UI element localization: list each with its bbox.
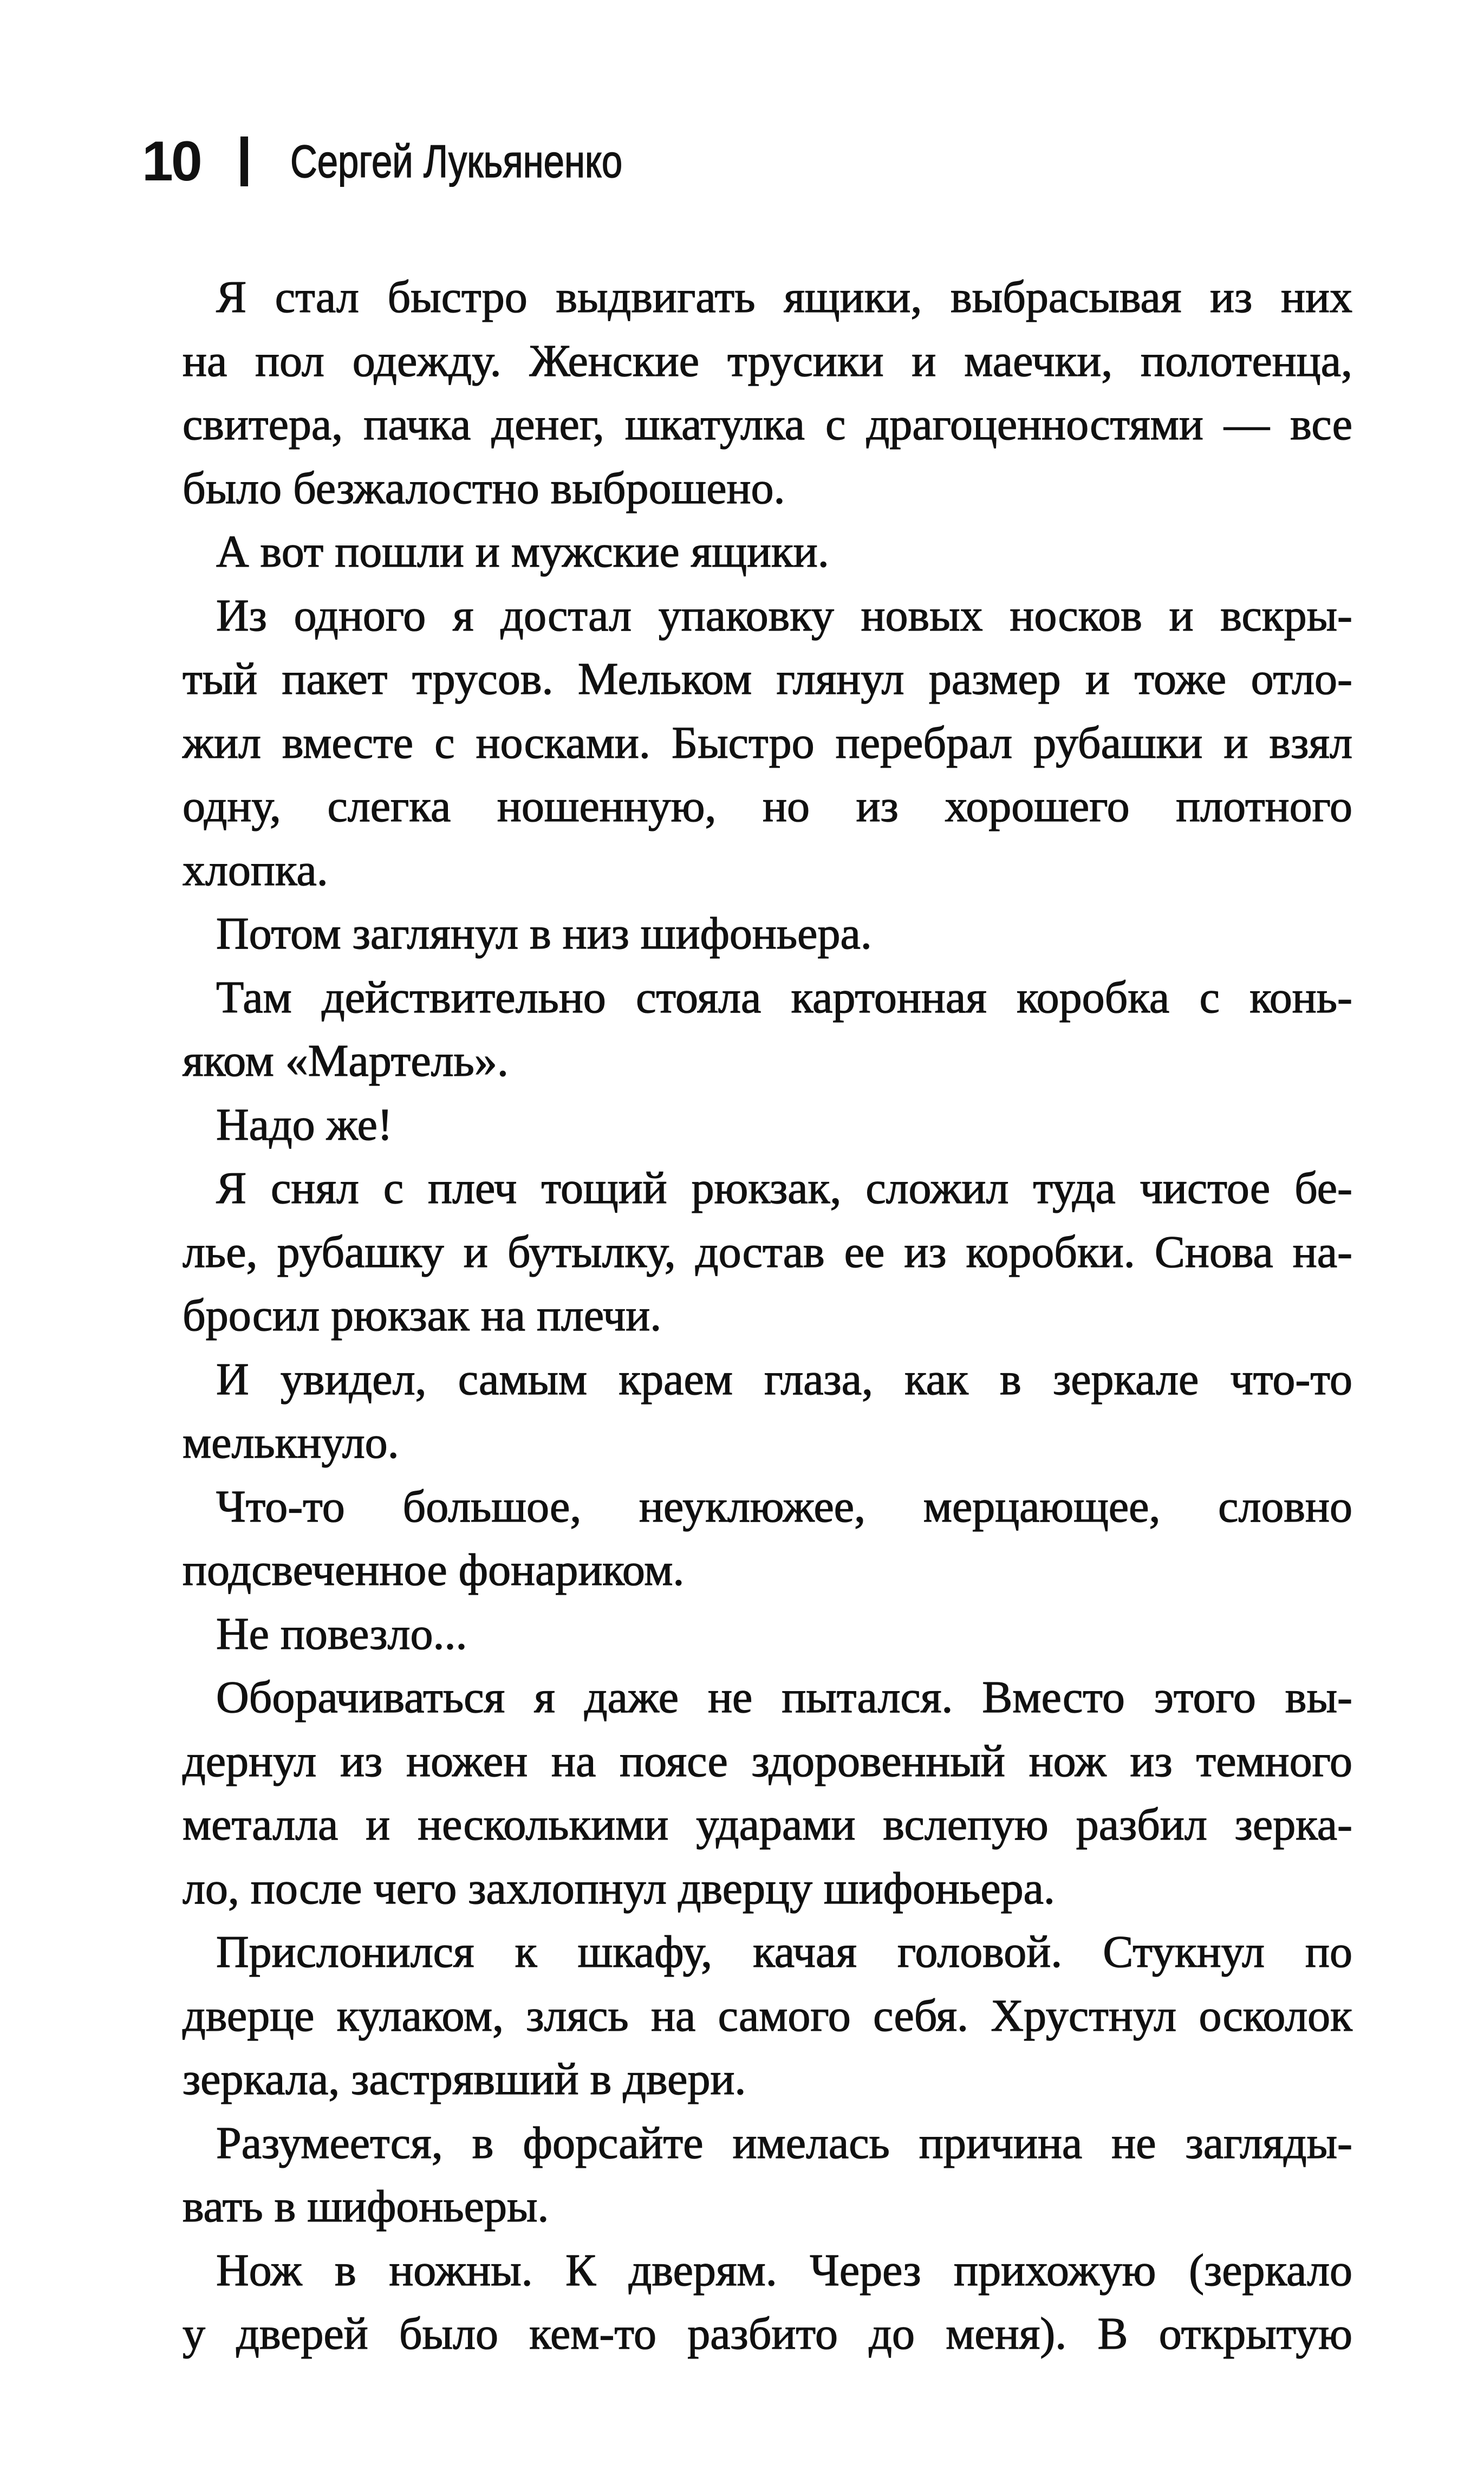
page-number: 10 bbox=[142, 130, 200, 193]
text-line: Надо же! bbox=[216, 1099, 393, 1150]
text-line: Там действительно стояла картонная коробка с конь- bbox=[216, 972, 1352, 1023]
text-line: Потом заглянул в низ шифоньера. bbox=[216, 908, 872, 959]
text-line: Нож в ножны. К дверям. Через прихожую (зеркало bbox=[216, 2245, 1352, 2296]
text-line: дверце кулаком, злясь на самого себя. Хрустнул осколок bbox=[183, 1990, 1352, 2041]
text-line: подсвеченное фонариком. bbox=[183, 1545, 685, 1595]
text-line: Не повезло... bbox=[216, 1608, 467, 1659]
author-name: Сергей Лукьяненко bbox=[290, 135, 622, 187]
text-line: яком «Мартель». bbox=[183, 1036, 509, 1086]
text-line: у дверей было кем-то разбито до меня). В открытую bbox=[183, 2309, 1352, 2359]
paragraph bbox=[183, 902, 1352, 966]
text-line: Я стал быстро выдвигать ящики, выбрасывая из них bbox=[216, 272, 1352, 322]
paragraph bbox=[183, 584, 1352, 902]
paragraph bbox=[183, 1156, 1352, 1348]
text-line: Прислонился к шкафу, качая головой. Стукнул по bbox=[216, 1927, 1352, 1977]
paragraph bbox=[183, 966, 1352, 1093]
paragraph bbox=[183, 1666, 1352, 1920]
text-line: А вот пошли и мужские ящики. bbox=[216, 526, 829, 577]
text-line: на пол одежду. Женские трусики и маечки, полотенца, bbox=[183, 335, 1352, 386]
text-line: лье, рубашку и бутылку, достав ее из коробки. Снова на- bbox=[183, 1226, 1352, 1277]
text-line: тый пакет трусов. Мельком глянул размер и тоже отло- bbox=[183, 654, 1352, 704]
text-line: одну, слегка ношенную, но из хорошего плотного bbox=[183, 781, 1352, 831]
text-line: свитера, пачка денег, шкатулка с драгоценностями — все bbox=[183, 399, 1352, 450]
paragraph bbox=[183, 1602, 1352, 1666]
header-divider bbox=[240, 136, 248, 186]
paragraph bbox=[183, 1920, 1352, 2111]
text-line: Разумеется, в форсайте имелась причина не загляды- bbox=[216, 2117, 1352, 2168]
text-line: Что-то большое, неуклюжее, мерцающее, словно bbox=[216, 1481, 1352, 1532]
text-line: вать в шифоньеры. bbox=[183, 2181, 549, 2232]
text-line: Из одного я достал упаковку новых носков и вскры- bbox=[216, 590, 1352, 641]
paragraph bbox=[183, 1348, 1352, 1475]
paragraph bbox=[183, 2239, 1352, 2366]
text-line: И увидел, самым краем глаза, как в зеркале что-то bbox=[216, 1354, 1352, 1405]
body-text bbox=[183, 265, 1352, 2366]
text-line: Я снял с плеч тощий рюкзак, сложил туда чистое бе- bbox=[216, 1163, 1352, 1213]
running-header bbox=[142, 129, 695, 194]
text-line: металла и несколькими ударами вслепую разбил зерка- bbox=[183, 1799, 1352, 1850]
text-line: хлопка. bbox=[183, 844, 328, 895]
text-line: дернул из ножен на поясе здоровенный нож из темного bbox=[183, 1735, 1352, 1786]
paragraph bbox=[183, 1475, 1352, 1602]
text-line: было безжалостно выброшено. bbox=[183, 463, 785, 514]
paragraph bbox=[183, 2111, 1352, 2239]
text-line: бросил рюкзак на плечи. bbox=[183, 1290, 662, 1341]
paragraph bbox=[183, 520, 1352, 584]
text-line: жил вместе с носками. Быстро перебрал рубашки и взял bbox=[183, 717, 1352, 768]
text-line: ло, после чего захлопнул дверцу шифоньера. bbox=[183, 1863, 1055, 1914]
text-line: мелькнуло. bbox=[183, 1418, 399, 1468]
paragraph bbox=[183, 265, 1352, 520]
text-line: Оборачиваться я даже не пытался. Вместо этого вы- bbox=[216, 1672, 1352, 1722]
text-line: зеркала, застрявший в двери. bbox=[183, 2054, 746, 2104]
paragraph bbox=[183, 1093, 1352, 1157]
